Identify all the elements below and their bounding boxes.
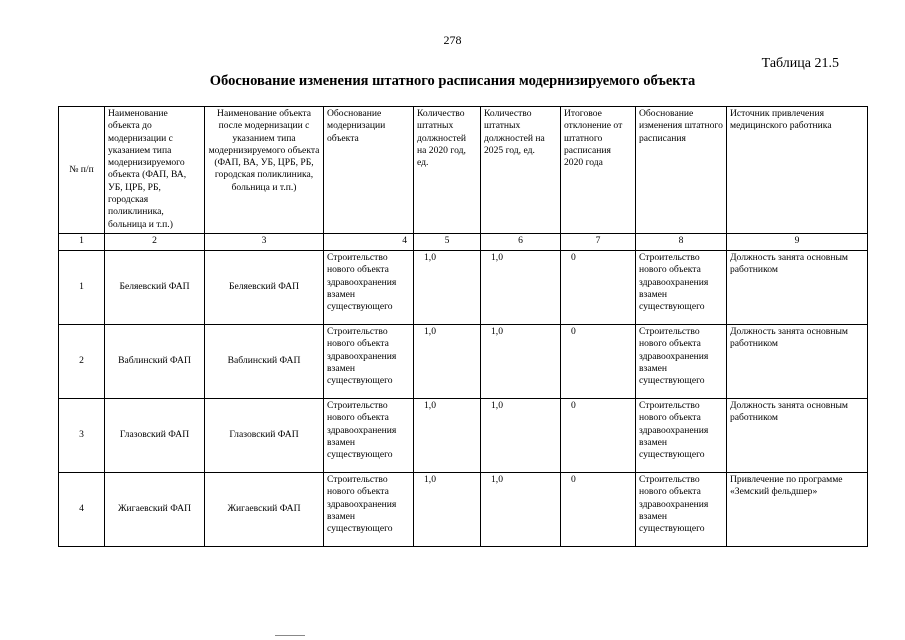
change-reason: Строительство нового объекта здравоохранения взамен существующего xyxy=(636,251,727,325)
column-number: 9 xyxy=(727,234,868,251)
staff-source: Должность занята основным работником xyxy=(727,251,868,325)
staff-source: Привлечение по программе «Земский фельдшер» xyxy=(727,473,868,547)
object-after: Беляевский ФАП xyxy=(205,251,324,325)
header-cell: Обоснование изменения штатного расписания xyxy=(636,107,727,234)
column-number: 1 xyxy=(59,234,105,251)
deviation: 0 xyxy=(561,251,636,325)
object-after: Жигаевский ФАП xyxy=(205,473,324,547)
header-cell: № п/п xyxy=(59,107,105,234)
row-number: 1 xyxy=(59,251,105,325)
column-number: 2 xyxy=(105,234,205,251)
table-row xyxy=(59,399,868,473)
modernization-reason: Строительство нового объекта здравоохранения взамен существующего xyxy=(324,325,414,399)
header-cell: Наименование объекта до модернизации с указанием типа модернизируемого объекта (ФАП, ВА, УБ, ЦРБ, РБ, городская поликлиника, больница и т.п.) xyxy=(105,107,205,234)
staff-source: Должность занята основным работником xyxy=(727,325,868,399)
header-cell: Количество штатных должностей на 2020 год, ед. xyxy=(414,107,481,234)
table-row xyxy=(59,325,868,399)
deviation: 0 xyxy=(561,473,636,547)
header-cell: Количество штатных должностей на 2025 год, ед. xyxy=(481,107,561,234)
row-number: 3 xyxy=(59,399,105,473)
column-number: 4 xyxy=(324,234,414,251)
staffing-table xyxy=(58,106,868,547)
positions-2020: 1,0 xyxy=(414,399,481,473)
object-before: Ваблинский ФАП xyxy=(105,325,205,399)
column-number: 3 xyxy=(205,234,324,251)
table-label: Таблица 21.5 xyxy=(761,56,839,71)
scan-edge-mark xyxy=(275,635,305,636)
column-number: 8 xyxy=(636,234,727,251)
header-row xyxy=(59,107,868,234)
object-before: Глазовский ФАП xyxy=(105,399,205,473)
object-after: Ваблинский ФАП xyxy=(205,325,324,399)
row-number: 2 xyxy=(59,325,105,399)
positions-2020: 1,0 xyxy=(414,251,481,325)
deviation: 0 xyxy=(561,325,636,399)
positions-2025: 1,0 xyxy=(481,251,561,325)
modernization-reason: Строительство нового объекта здравоохранения взамен существующего xyxy=(324,473,414,547)
document-title: Обоснование изменения штатного расписания модернизируемого объекта xyxy=(209,73,696,89)
table-row xyxy=(59,473,868,547)
object-after: Глазовский ФАП xyxy=(205,399,324,473)
modernization-reason: Строительство нового объекта здравоохранения взамен существующего xyxy=(324,399,414,473)
positions-2025: 1,0 xyxy=(481,473,561,547)
positions-2025: 1,0 xyxy=(481,325,561,399)
page-number: 278 xyxy=(443,33,462,47)
object-before: Беляевский ФАП xyxy=(105,251,205,325)
column-number: 6 xyxy=(481,234,561,251)
object-before: Жигаевский ФАП xyxy=(105,473,205,547)
column-number: 7 xyxy=(561,234,636,251)
column-number: 5 xyxy=(414,234,481,251)
header-cell: Источник привлечения медицинского работника xyxy=(727,107,868,234)
positions-2020: 1,0 xyxy=(414,325,481,399)
header-cell: Наименование объекта после модернизации с указанием типа модернизируемого объекта (ФАП, ВА, УБ, ЦРБ, РБ, городская поликлиника, больница и т.п.) xyxy=(205,107,324,234)
change-reason: Строительство нового объекта здравоохранения взамен существующего xyxy=(636,473,727,547)
staff-source: Должность занята основным работником xyxy=(727,399,868,473)
change-reason: Строительство нового объекта здравоохранения взамен существующего xyxy=(636,399,727,473)
header-cell: Обоснование модернизации объекта xyxy=(324,107,414,234)
modernization-reason: Строительство нового объекта здравоохранения взамен существующего xyxy=(324,251,414,325)
deviation: 0 xyxy=(561,399,636,473)
table-row xyxy=(59,251,868,325)
column-number-row xyxy=(59,234,868,251)
header-cell: Итоговое отклонение от штатного расписания 2020 года xyxy=(561,107,636,234)
positions-2020: 1,0 xyxy=(414,473,481,547)
change-reason: Строительство нового объекта здравоохранения взамен существующего xyxy=(636,325,727,399)
row-number: 4 xyxy=(59,473,105,547)
positions-2025: 1,0 xyxy=(481,399,561,473)
